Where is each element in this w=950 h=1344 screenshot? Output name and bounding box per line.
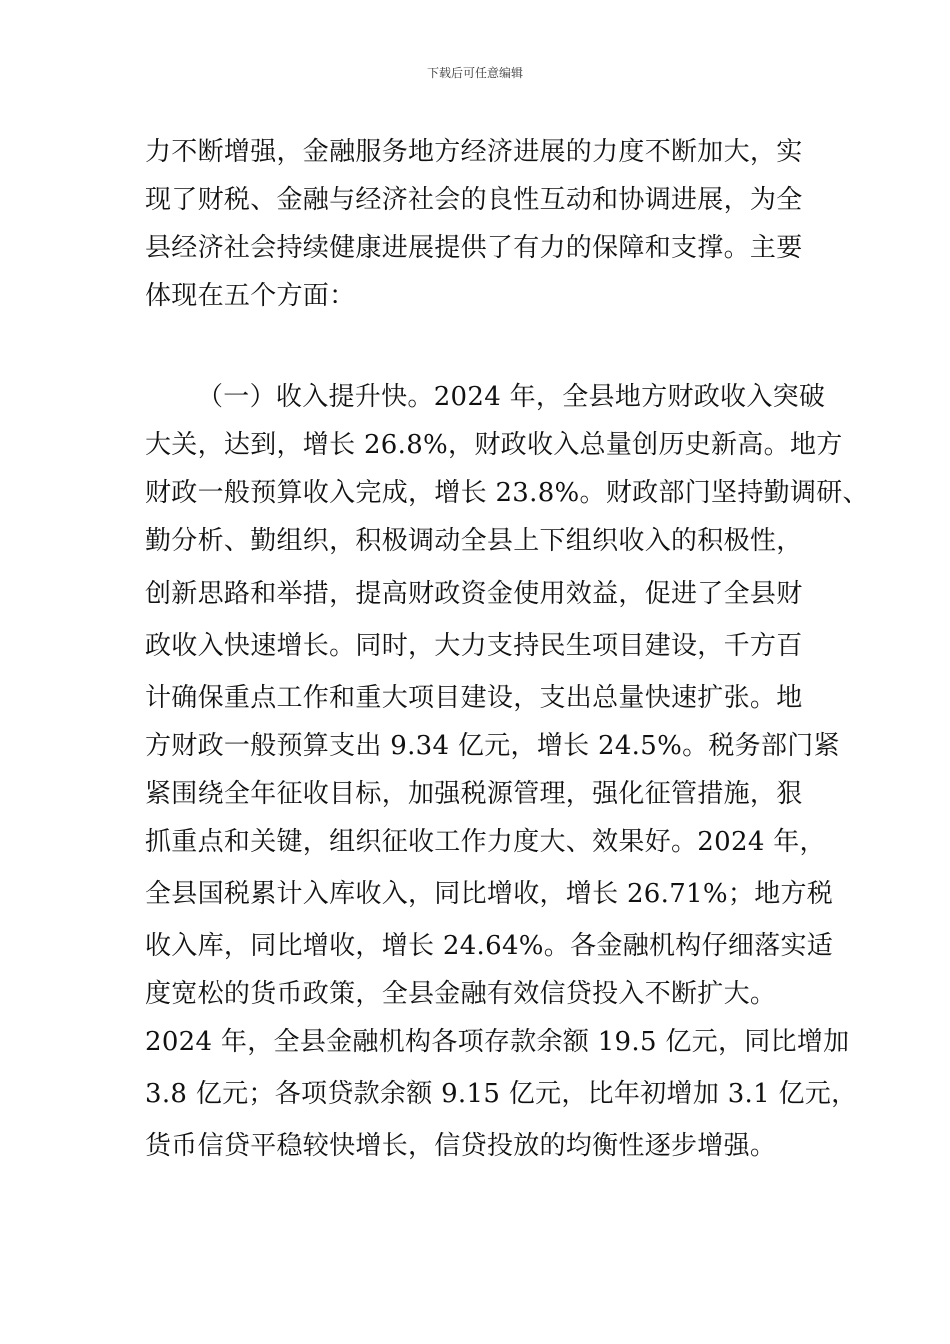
text-line: 大关，达到，增长 26.8%，财政收入总量创历史新高。地方: [145, 430, 843, 460]
text-line: （一）收入提升快。2024 年，全县地方财政收入突破: [197, 382, 826, 412]
text-line: 收入库，同比增收，增长 24.64%。各金融机构仔细落实适: [145, 931, 834, 961]
text-line: 力不断增强，金融服务地方经济进展的力度不断加大，实: [145, 137, 803, 167]
text-line: 计确保重点工作和重大项目建设，支出总量快速扩张。地: [145, 683, 803, 713]
text-line: 体现在五个方面：: [145, 281, 356, 311]
text-line: 现了财税、金融与经济社会的良性互动和协调进展，为全: [145, 185, 803, 215]
text-line: 度宽松的货币政策，全县金融有效信贷投入不断扩大。: [145, 979, 777, 1009]
text-line: 县经济社会持续健康进展提供了有力的保障和支撑。主要: [145, 233, 803, 263]
text-line: 2024 年，全县金融机构各项存款余额 19.5 亿元，同比增加: [145, 1027, 850, 1057]
page-header: 下载后可任意编辑: [426, 66, 523, 80]
text-line: 政收入快速增长。同时，大力支持民生项目建设，千方百: [145, 631, 803, 661]
text-line: 货币信贷平稳较快增长，信贷投放的均衡性逐步增强。: [145, 1131, 777, 1161]
text-line: 财政一般预算收入完成，增长 23.8%。财政部门坚持勤调研、: [145, 478, 869, 508]
text-line: 创新思路和举措，提高财政资金使用效益，促进了全县财: [145, 579, 803, 609]
text-line: 方财政一般预算支出 9.34 亿元，增长 24.5%。税务部门紧: [145, 731, 840, 761]
text-line: 3.8 亿元；各项贷款余额 9.15 亿元，比年初增加 3.1 亿元，: [145, 1079, 858, 1109]
text-line: 全县国税累计入库收入，同比增收，增长 26.71%；地方税: [145, 879, 834, 909]
text-line: 勤分析、勤组织，积极调动全县上下组织收入的积极性，: [145, 526, 803, 556]
text-line: 紧围绕全年征收目标，加强税源管理，强化征管措施，狠: [145, 779, 803, 809]
text-line: 抓重点和关键，组织征收工作力度大、效果好。2024 年，: [145, 827, 826, 857]
